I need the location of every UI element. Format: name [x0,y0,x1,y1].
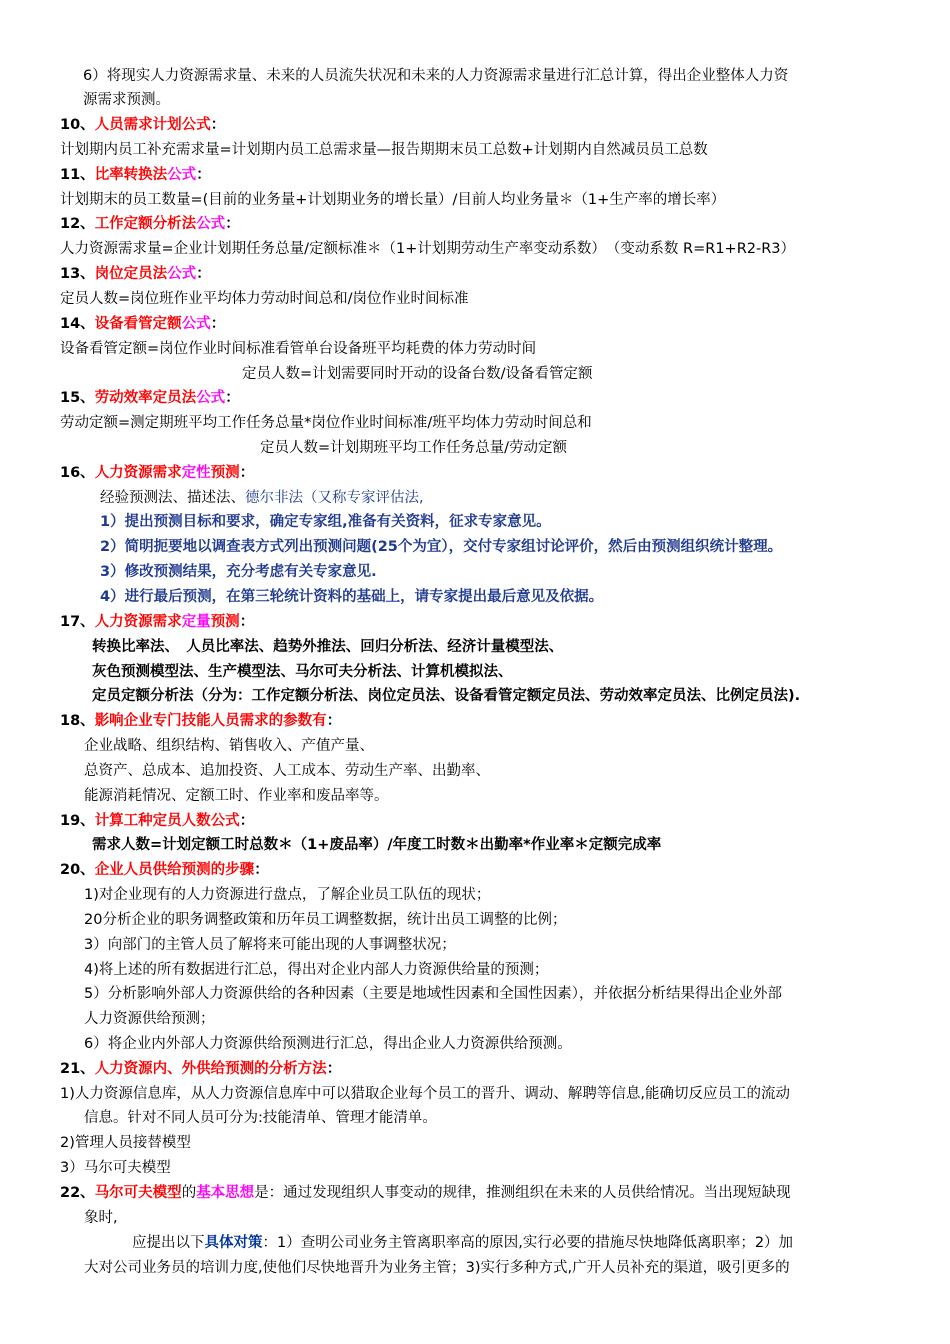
text-line: 1）提出预测目标和要求，确定专家组,准备有关资料，征求专家意见。 [100,514,551,530]
section-heading-12: 12、工作定额分析法公式： [60,216,240,232]
text-line: 6）将企业内外部人力资源供给预测进行汇总，得出企业人力资源供给预测。 [84,1036,572,1052]
text-line: 企业战略、组织结构、销售收入、产值产量、 [84,738,374,754]
text-line: 2）简明扼要地以调查表方式列出预测问题(25个为宜），交付专家组讨论评价，然后由预测组织统计整理。 [100,539,783,555]
section-heading-19: 19、计算工种定员人数公式： [60,813,255,829]
text-line: 能源消耗情况、定额工时、作业率和废品率等。 [84,788,389,804]
text-line: 定员人数=岗位班作业平均体力劳动时间总和/岗位作业时间标准 [60,291,469,307]
text-line: 定员定额分析法（分为：工作定额分析法、岗位定员法、设备看管定额定员法、劳动效率定员法、比例定员法). [92,688,801,704]
text-line: 信息。针对不同人员可分为:技能清单、管理才能清单。 [84,1110,437,1126]
text-line: 人力资源需求量=企业计划期任务总量/定额标准＊（1+计划期劳动生产率变动系数） （变动系数 R=R1+R2-R3） [60,241,796,257]
text-line: 1)对企业现有的人力资源进行盘点，了解企业员工队伍的现状； [84,887,491,903]
text-line: 定员人数=计划需要同时开动的设备台数/设备看管定额 [242,366,593,382]
text-line: 4）进行最后预测，在第三轮统计资料的基础上，请专家提出最后意见及依据。 [100,589,604,605]
text-line: 经验预测法、描述法、德尔非法（又称专家评估法, [100,490,424,506]
section-heading-13: 13、岗位定员法公式： [60,266,211,282]
text-line: 设备看管定额=岗位作业时间标准看管单台设备班平均耗费的体力劳动时间 [60,341,537,357]
text-line: 6）将现实人力资源需求量、未来的人员流失状况和未来的人力资源需求量进行汇总计算，得出企业整体人力资 [83,68,789,84]
text-line: 总资产、总成本、追加投资、人工成本、劳动生产率、出勤率、 [84,763,490,779]
text-line: 定员人数=计划期班平均工作任务总量/劳动定额 [260,440,568,456]
text-line: 源需求预测。 [83,92,170,108]
section-heading-20: 20、企业人员供给预测的步骤： [60,862,269,878]
section-heading-18: 18、影响企业专门技能人员需求的参数有： [60,713,342,729]
text-line: 计划期内员工补充需求量=计划期内员工总需求量—报告期期末员工总数+计划期内自然减员员工总数 [60,142,708,158]
text-line: 需求人数=计划定额工时总数＊（1+废品率）/年度工时数＊出勤率*作业率＊定额完成率 [92,837,662,853]
section-heading-15: 15、劳动效率定员法公式： [60,390,240,406]
text-line: 转换比率法、 人员比率法、趋势外推法、回归分析法、经济计量模型法、 [92,639,564,655]
text-line: 3）马尔可夫模型 [60,1160,171,1176]
section-heading-17: 17、人力资源需求定量预测： [60,614,255,630]
section-heading-14: 14、设备看管定额公式： [60,316,226,332]
text-line: 2)管理人员接替模型 [60,1135,191,1151]
section-heading-11: 11、比率转换法公式： [60,167,211,183]
section-heading-16: 16、人力资源需求定性预测： [60,465,255,481]
section-heading-10: 10、人员需求计划公式： [60,117,226,133]
text-line: 应提出以下具体对策：1）查明公司业务主管离职率高的原因,实行必要的措施尽快地降低离职率；2）加 [132,1235,794,1251]
text-line: 5）分析影响外部人力资源供给的各种因素（主要是地域性因素和全国性因素），并依据分析结果得出企业外部 [84,986,782,1002]
text-line: 计划期末的员工数量=(目前的业务量+计划期业务的增长量）/目前人均业务量＊（1+生产率的增长率） [60,192,726,208]
text-line: 20分析企业的职务调整政策和历年员工调整数据，统计出员工调整的比例； [84,912,567,928]
text-line: 大对公司业务员的培训力度,使他们尽快地晋升为业务主管；3)实行多种方式,广开人员补充的渠道，吸引更多的 [84,1260,790,1276]
text-line: 灰色预测模型法、生产模型法、马尔可夫分析法、计算机模拟法、 [92,664,513,680]
text-line: 3）向部门的主管人员了解将来可能出现的人事调整状况； [84,937,456,953]
section-heading-21: 21、人力资源内、外供给预测的分析方法： [60,1061,342,1077]
text-line: 劳动定额=测定期班平均工作任务总量*岗位作业时间标准/班平均体力劳动时间总和 [60,415,592,431]
text-line: 1)人力资源信息库，从人力资源信息库中可以猎取企业每个员工的晋升、调动、解聘等信息,能确切反应员工的流动 [60,1086,790,1102]
section-heading-22: 22、马尔可夫模型的基本思想是：通过发现组织人事变动的规律，推测组织在未来的人员供给情况。当出现短缺现 [60,1185,791,1201]
text-line: 4)将上述的所有数据进行汇总，得出对企业内部人力资源供给量的预测； [84,962,549,978]
text-line: 象时, [84,1210,118,1226]
text-line: 3）修改预测结果，充分考虑有关专家意见. [100,564,377,580]
text-line: 人力资源供给预测； [84,1011,215,1027]
